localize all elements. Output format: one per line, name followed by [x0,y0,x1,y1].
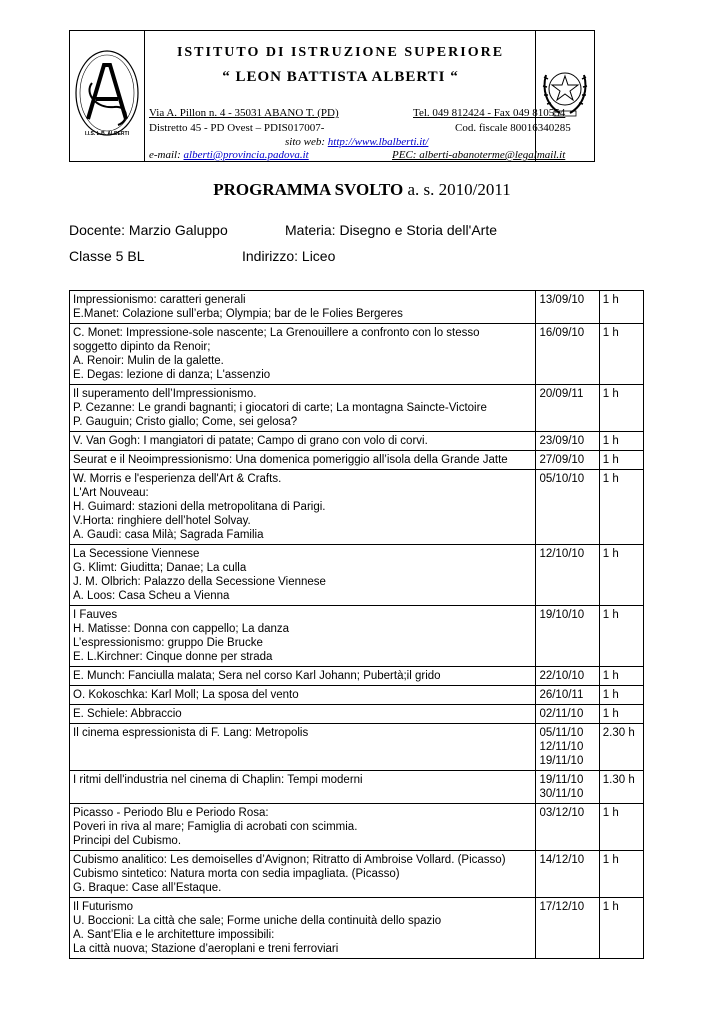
date-cell: 03/12/10 [536,804,599,851]
topic-line: Impressionismo: caratteri generali [73,294,246,306]
topic-cell [70,606,536,667]
hours-cell: 1 h [599,451,643,470]
topic-line: Il Futurismo [73,901,134,913]
hours-cell: 1 h [599,705,643,724]
table-row [70,545,644,606]
topic-cell [70,385,536,432]
topic-line: Il cinema espressionista di F. Lang: Metropolis [73,727,309,739]
topic-cell [70,432,536,451]
topic-cell [70,470,536,545]
table-row [70,606,644,667]
pec-email[interactable]: PEC: alberti-abanoterme@legalmail.it [392,149,566,161]
school-logo [74,49,140,137]
topic-line: Il superamento dell’Impressionismo. [73,388,257,400]
website-line [285,136,428,148]
table-row [70,851,644,898]
topic-line: A. Gaudì: casa Milà; Sagrada Familia [73,529,264,541]
school-logo-cell [70,31,145,161]
table-row [70,898,644,959]
republic-emblem-cell [535,31,594,161]
topic-line: J. M. Olbrich: Palazzo della Secessione Viennese [73,576,326,588]
table-row [70,432,644,451]
institute-type: ISTITUTO DI ISTRUZIONE SUPERIORE [176,45,505,60]
topic-line: E. Schiele: Abbraccio [73,708,182,720]
website-label: sito web: [285,136,326,148]
hours-cell: 1 h [599,667,643,686]
topic-line: Principi del Cubismo. [73,835,182,847]
topic-line: La Secessione Viennese [73,548,200,560]
date-cell: 17/12/10 [536,898,599,959]
date-cell: 27/09/10 [536,451,599,470]
topic-line: C. Monet: Impressione-sole nascente; La Grenouillere a confronto con lo stesso [73,327,480,339]
teacher: Docente: Marzio Galuppo [69,222,228,238]
topic-line: A. Loos: Casa Scheu a Vienna [73,590,230,602]
hours-cell: 1 h [599,324,643,385]
topic-cell [70,804,536,851]
date-cell: 26/10/11 [536,686,599,705]
topic-line: U. Boccioni: La città che sale; Forme uniche della continuità dello spazio [73,915,442,927]
date-cell: 20/09/11 [536,385,599,432]
topic-cell [70,545,536,606]
title-year: a. s. 2010/2011 [407,180,511,199]
topic-line: W. Morris e l'esperienza dell'Art & Crafts. [73,473,282,485]
topic-line: H. Matisse: Donna con cappello; La danza [73,623,290,635]
table-row [70,705,644,724]
table-row [70,385,644,432]
topic-line: O. Kokoschka: Karl Moll; La sposa del vento [73,689,299,701]
school-info [145,31,571,161]
hours-cell: 1 h [599,686,643,705]
school-logo-letter: A [102,68,112,82]
date-cell: 14/12/10 [536,851,599,898]
topic-line: I ritmi dell'industria nel cinema di Chaplin: Tempi moderni [73,774,363,786]
topic-line: V.Horta: ringhiere dell’hotel Solvay. [73,515,251,527]
hours-cell: 1 h [599,470,643,545]
topic-line: E. L.Kirchner: Cinque donne per strada [73,651,273,663]
school-district: Distretto 45 - PD Ovest – PDIS017007- [149,122,325,134]
topic-line: A. Sant’Elia e le architetture impossibili: [73,929,275,941]
topic-line: Cubismo sintetico: Natura morta con sedia impagliata. (Picasso) [73,868,400,880]
topic-line: Cubismo analitico: Les demoiselles d’Avignon; Ritratto di Ambroise Vollard. (Picasso) [73,854,506,866]
hours-cell: 1 h [599,898,643,959]
school-logo-text: I.I.S. L.B. ALBERTI [85,131,129,137]
table-row [70,324,644,385]
topic-cell [70,771,536,804]
topic-cell [70,324,536,385]
email-label: e-mail: [149,149,181,161]
topic-cell [70,898,536,959]
topic-line: I Fauves [73,609,118,621]
title-main: PROGRAMMA SVOLTO [213,180,404,199]
date-cell: 19/11/10 30/11/10 [536,771,599,804]
topic-line: A. Renoir: Mulin de la galette. [73,355,224,367]
email-line [149,149,309,161]
date-cell: 13/09/10 [536,291,599,324]
table-row [70,771,644,804]
school-tax-code: Cod. fiscale 80016340285 [455,122,571,134]
school-phone: Tel. 049 812424 - Fax 049 810554 [413,107,566,119]
date-cell: 05/10/10 [536,470,599,545]
topic-line: P. Gauguin; Cristo giallo; Come, sei gelosa? [73,416,298,428]
date-cell: 02/11/10 [536,705,599,724]
topic-cell [70,686,536,705]
table-row [70,451,644,470]
hours-cell: 1.30 h [599,771,643,804]
hours-cell: 1 h [599,606,643,667]
hours-cell: 1 h [599,851,643,898]
page-title [0,180,724,200]
topic-line: La città nuova; Stazione d’aeroplani e treni ferroviari [73,943,339,955]
topic-line: H. Guimard: stazioni della metropolitana di Parigi. [73,501,326,513]
date-cell: 16/09/10 [536,324,599,385]
hours-cell: 1 h [599,291,643,324]
email-link[interactable]: alberti@provincia.padova.it [183,149,309,161]
topic-line: L'Art Nouveau: [73,487,149,499]
topic-line: E. Munch: Fanciulla malata; Sera nel corso Karl Johann; Pubertà;il grido [73,670,441,682]
hours-cell: 1 h [599,545,643,606]
subject: Materia: Disegno e Storia dell'Arte [285,222,497,238]
republic-emblem-icon [540,61,590,121]
school-header [69,30,595,162]
date-cell: 05/11/10 12/11/10 19/11/10 [536,724,599,771]
topic-line: G. Braque: Case all’Estaque. [73,882,222,894]
hours-cell: 1 h [599,385,643,432]
topic-line: P. Cezanne: Le grandi bagnanti; i giocatori di carte; La montagna Saincte-Victoire [73,402,487,414]
topic-cell [70,724,536,771]
topic-line: Poveri in riva al mare; Famiglia di acrobati con scimmia. [73,821,358,833]
topic-line: Seurat e il Neoimpressionismo: Una domenica pomeriggio all’isola della Grande Jatte [73,454,508,466]
topic-line: V. Van Gogh: I mangiatori di patate; Campo di grano con volo di corvi. [73,435,428,447]
hours-cell: 1 h [599,432,643,451]
topic-cell [70,291,536,324]
topic-line: L’espressionismo: gruppo Die Brucke [73,637,263,649]
track: Indirizzo: Liceo [242,248,336,264]
topic-cell [70,667,536,686]
topic-line: G. Klimt: Giuditta; Danae; La culla [73,562,247,574]
topic-cell [70,705,536,724]
table-row [70,686,644,705]
class: Classe 5 BL [69,248,145,264]
date-cell: 12/10/10 [536,545,599,606]
table-row [70,291,644,324]
topic-line: Picasso - Periodo Blu e Periodo Rosa: [73,807,269,819]
program-table [69,290,644,959]
date-cell: 19/10/10 [536,606,599,667]
topic-line: E.Manet: Colazione sull’erba; Olympia; bar de le Folies Bergeres [73,308,403,320]
hours-cell: 1 h [599,804,643,851]
table-row [70,804,644,851]
table-row [70,470,644,545]
topic-line: E. Degas: lezione di danza; L'assenzio [73,369,271,381]
topic-line: soggetto dipinto da Renoir; [73,341,211,353]
topic-cell [70,451,536,470]
table-row [70,667,644,686]
date-cell: 23/09/10 [536,432,599,451]
date-cell: 22/10/10 [536,667,599,686]
institute-name: “ LEON BATTISTA ALBERTI “ [222,69,459,85]
website-link[interactable]: http://www.lbalberti.it/ [327,136,429,148]
table-row [70,724,644,771]
hours-cell: 2.30 h [599,724,643,771]
school-address: Via A. Pillon n. 4 - 35031 ABANO T. (PD) [149,107,339,119]
topic-cell [70,851,536,898]
